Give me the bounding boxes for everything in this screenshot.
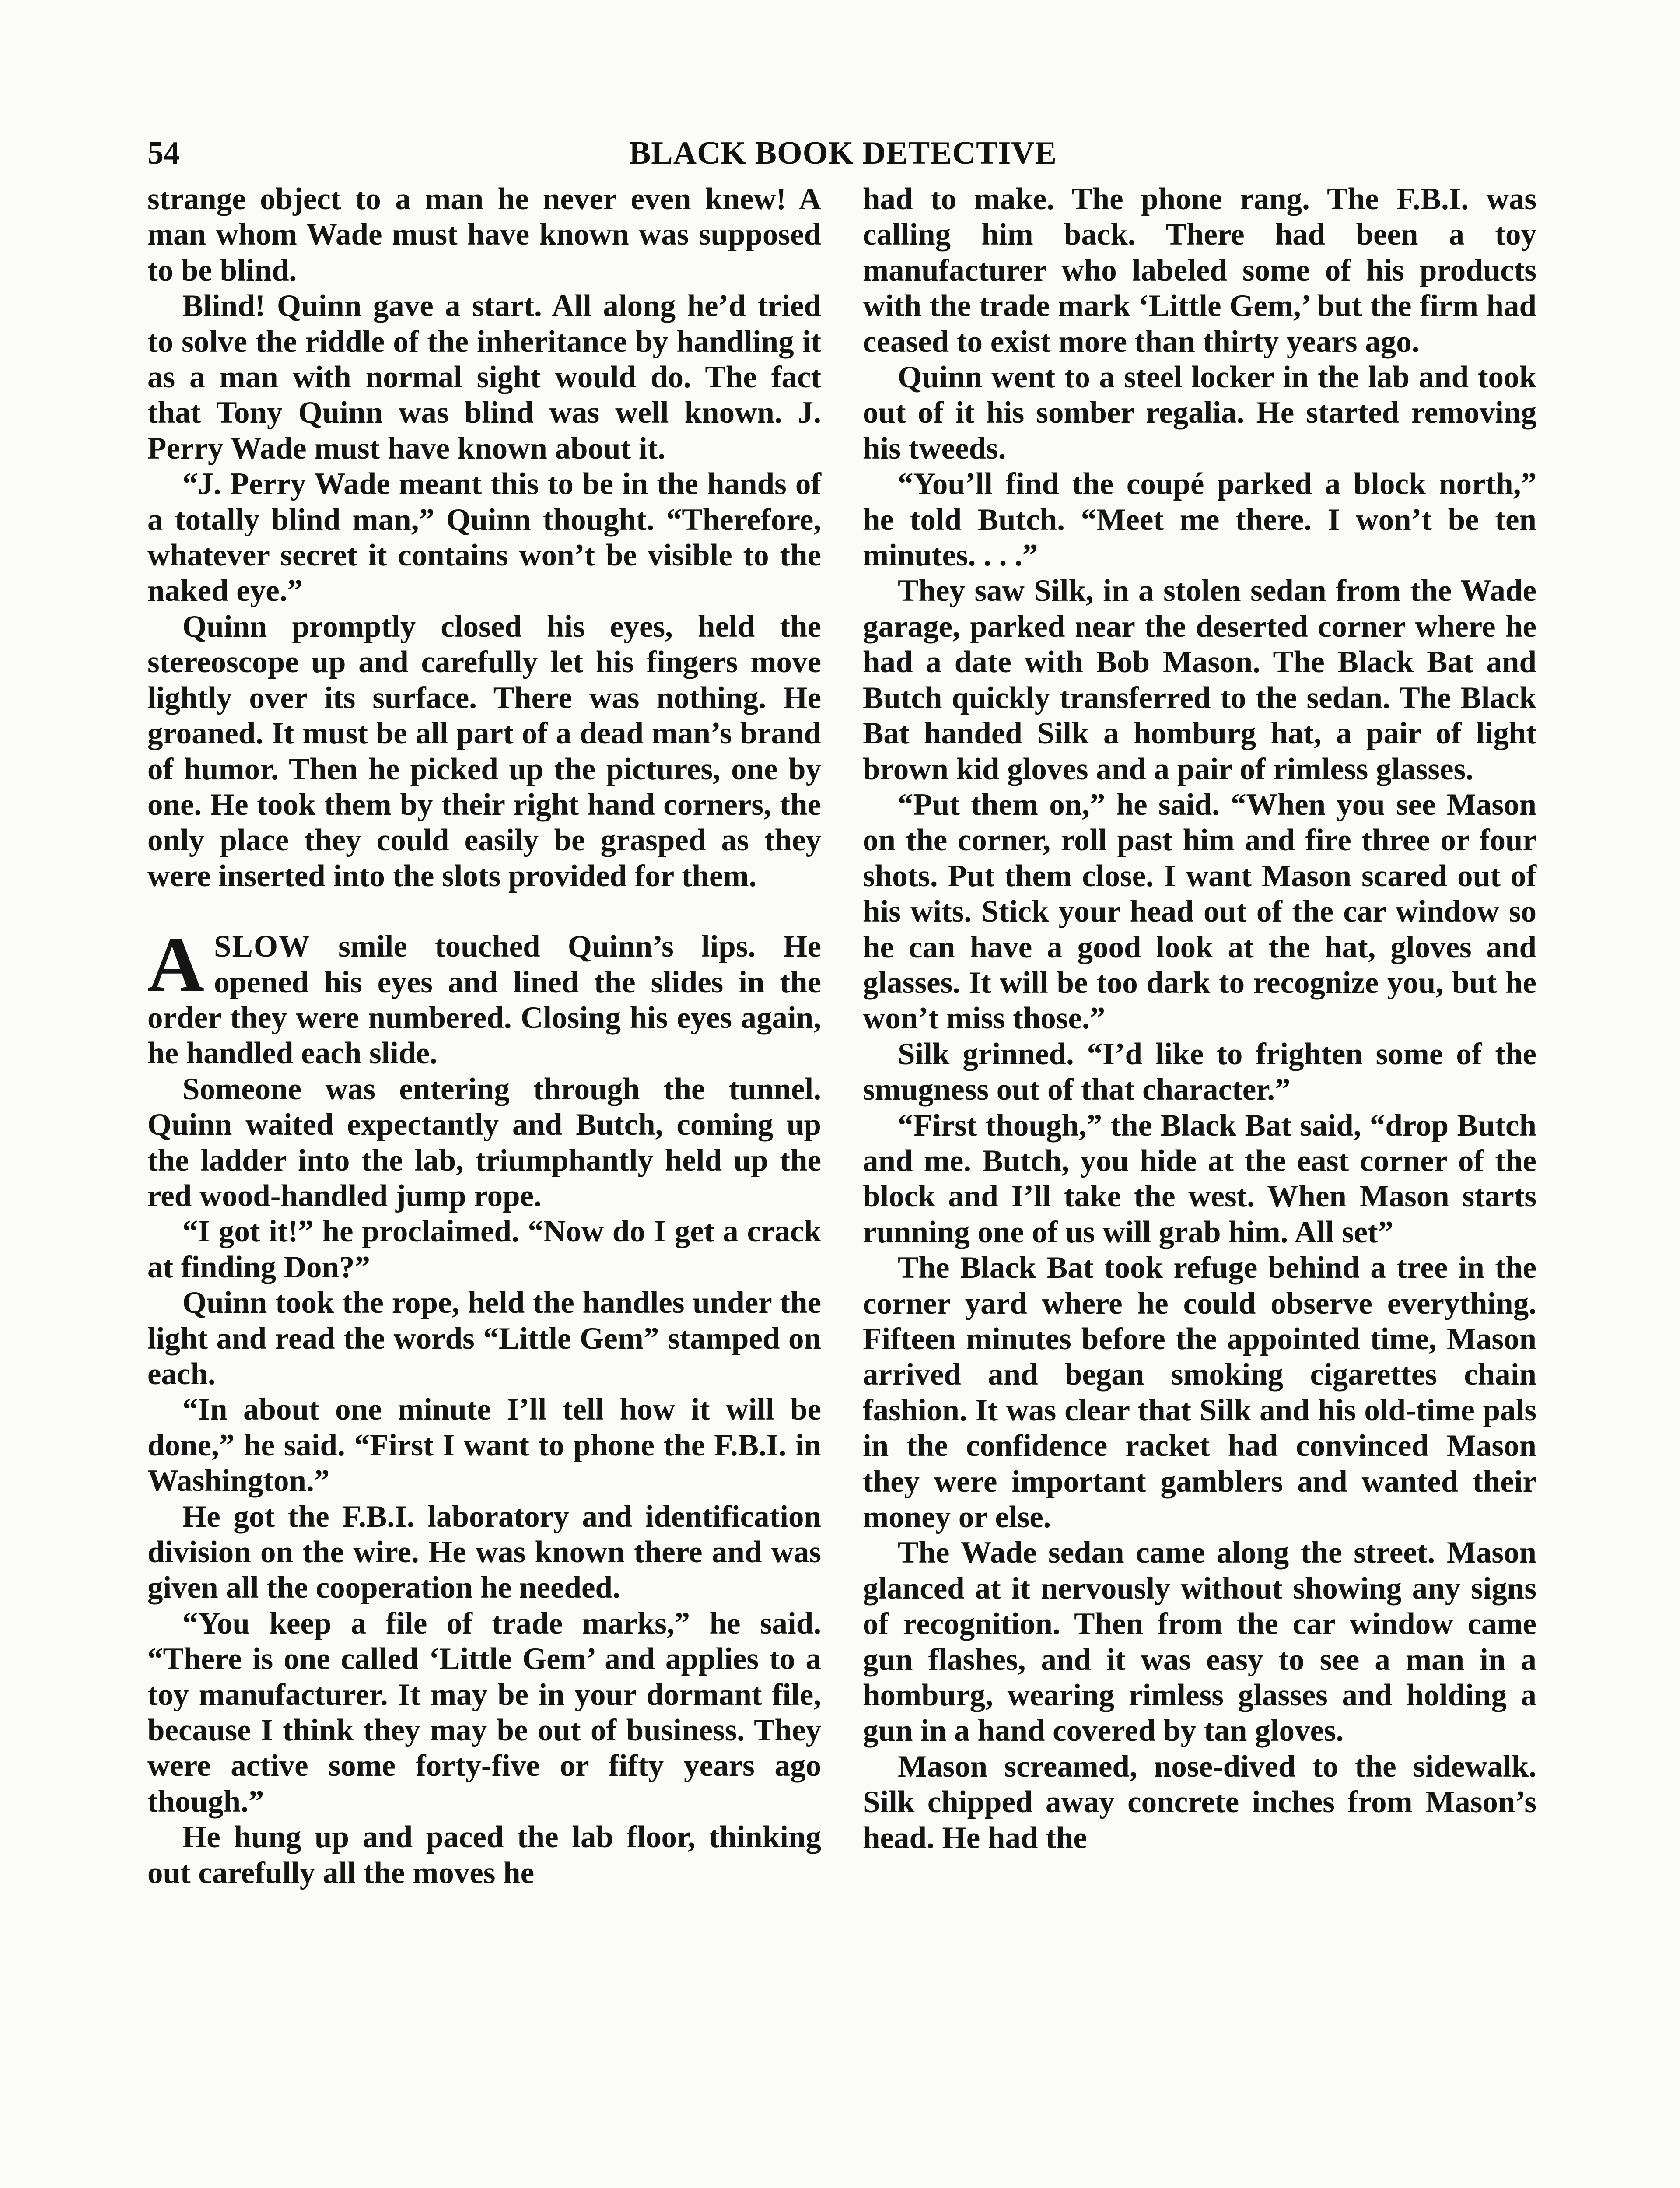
running-title: BLACK BOOK DETECTIVE [629,135,1057,171]
page-number: 54 [147,135,180,171]
paragraph: Someone was entering through the tunnel. Quinn waited expectantly and Butch, coming up the ladder into the lab, triumphantly held up the red wood-handled jump rope. [147,1072,821,1213]
paragraph: “I got it!” he proclaimed. “Now do I get a crack at finding Don?” [147,1214,821,1284]
paragraph: They saw Silk, in a stolen sedan from the Wade garage, parked near the deserted corner where he had a date with Bob Mason. The Black Bat and Butch quickly transferred to the sedan. The Black Bat handed Silk a homburg hat, a pair of light brown kid gloves and a pair of rimless glasses. [863,574,1536,786]
paragraph: He got the F.B.I. laboratory and identification division on the wire. He was known there and was given all the cooperation he needed. [147,1499,821,1605]
paragraph: The Black Bat took refuge behind a tree in the corner yard where he could observe everything. Fifteen minutes before the appointed time, Mason arrived and began smoking cigarettes chain fashion. It was clear that Silk and his old-time pals in the confidence racket had convinced Mason they were important gamblers and wanted their money or else. [863,1251,1536,1535]
paragraph: had to make. The phone rang. The F.B.I. was calling him back. There had been a toy manufacturer who labeled some of his products with the trade mark ‘Little Gem,’ but the firm had ceased to exist more than thirty years ago. [863,182,1536,359]
paragraph: “You keep a file of trade marks,” he said. “There is one called ‘Little Gem’ and applies to a toy manufacturer. It may be in your dormant file, because I think they may be out of business. They were active some forty-five or fifty years ago though.” [147,1606,821,1819]
paragraph: The Wade sedan came along the street. Mason glanced at it nervously without showing any signs of recognition. Then from the car window came gun flashes, and it was easy to see a man in a homburg, wearing rimless glasses and holding a gun in a hand covered by tan gloves. [863,1536,1536,1748]
paragraph: “J. Perry Wade meant this to be in the hands of a totally blind man,” Quinn thought. “Therefore, whatever secret it contains won’t be visible to the naked eye.” [147,467,821,608]
paragraph: “In about one minute I’ll tell how it will be done,” he said. “First I want to phone the F.B.I. in Washington.” [147,1392,821,1498]
drop-cap: A [147,921,204,1008]
paragraph: Silk grinned. “I’d like to frighten some of the smugness out of that character.” [863,1037,1536,1107]
paragraph: “You’ll find the coupé parked a block north,” he told Butch. “Meet me there. I won’t be ten minutes. . . .” [863,467,1536,573]
section-opening-paragraph [147,921,821,1072]
paragraph: He hung up and paced the lab floor, thinking out carefully all the moves he [147,1820,821,1890]
page-header [147,131,1539,175]
paragraph: “Put them on,” he said. “When you see Mason on the corner, roll past him and fire three or four shots. Put them close. I want Mason scared out of his wits. Stick your head out of the car window so he can have a good look at the hat, gloves and glasses. It will be too dark to recognize you, but he won’t miss those.” [863,787,1536,1036]
paragraph: Quinn promptly closed his eyes, held the stereoscope up and carefully let his fingers move lightly over its surface. There was nothing. He groaned. It must be all part of a dead man’s brand of humor. Then he picked up the pictures, one by one. He took them by their right hand corners, the only place they could easily be grasped as they were inserted into the slots provided for them. [147,609,821,893]
paragraph: Quinn went to a steel locker in the lab and took out of it his somber regalia. He started removing his tweeds. [863,360,1536,466]
left-column [147,182,821,1891]
paragraph: Quinn took the rope, held the handles under the light and read the words “Little Gem” stamped on each. [147,1286,821,1391]
paragraph: Blind! Quinn gave a start. All along he’d tried to solve the riddle of the inheritance by handling it as a man with normal sight would do. The fact that Tony Quinn was blind was well known. J. Perry Wade must have known about it. [147,289,821,466]
paragraph: Mason screamed, nose-dived to the sidewalk. Silk chipped away concrete inches from Mason’s head. He had the [863,1749,1536,1855]
right-column [863,182,1536,1856]
opening-word: SLOW [214,929,311,964]
paragraph: strange object to a man he never even knew! A man whom Wade must have known was supposed to be blind. [147,182,821,288]
paragraph: “First though,” the Black Bat said, “drop Butch and me. Butch, you hide at the east corner of the block and I’ll take the west. When Mason starts running one of us will grab him. All set” [863,1108,1536,1249]
paragraph-text: smile touched Quinn’s lips. He opened his eyes and lined the slides in the order they were numbered. Closing his eyes again, he handled each slide. [147,929,821,1071]
